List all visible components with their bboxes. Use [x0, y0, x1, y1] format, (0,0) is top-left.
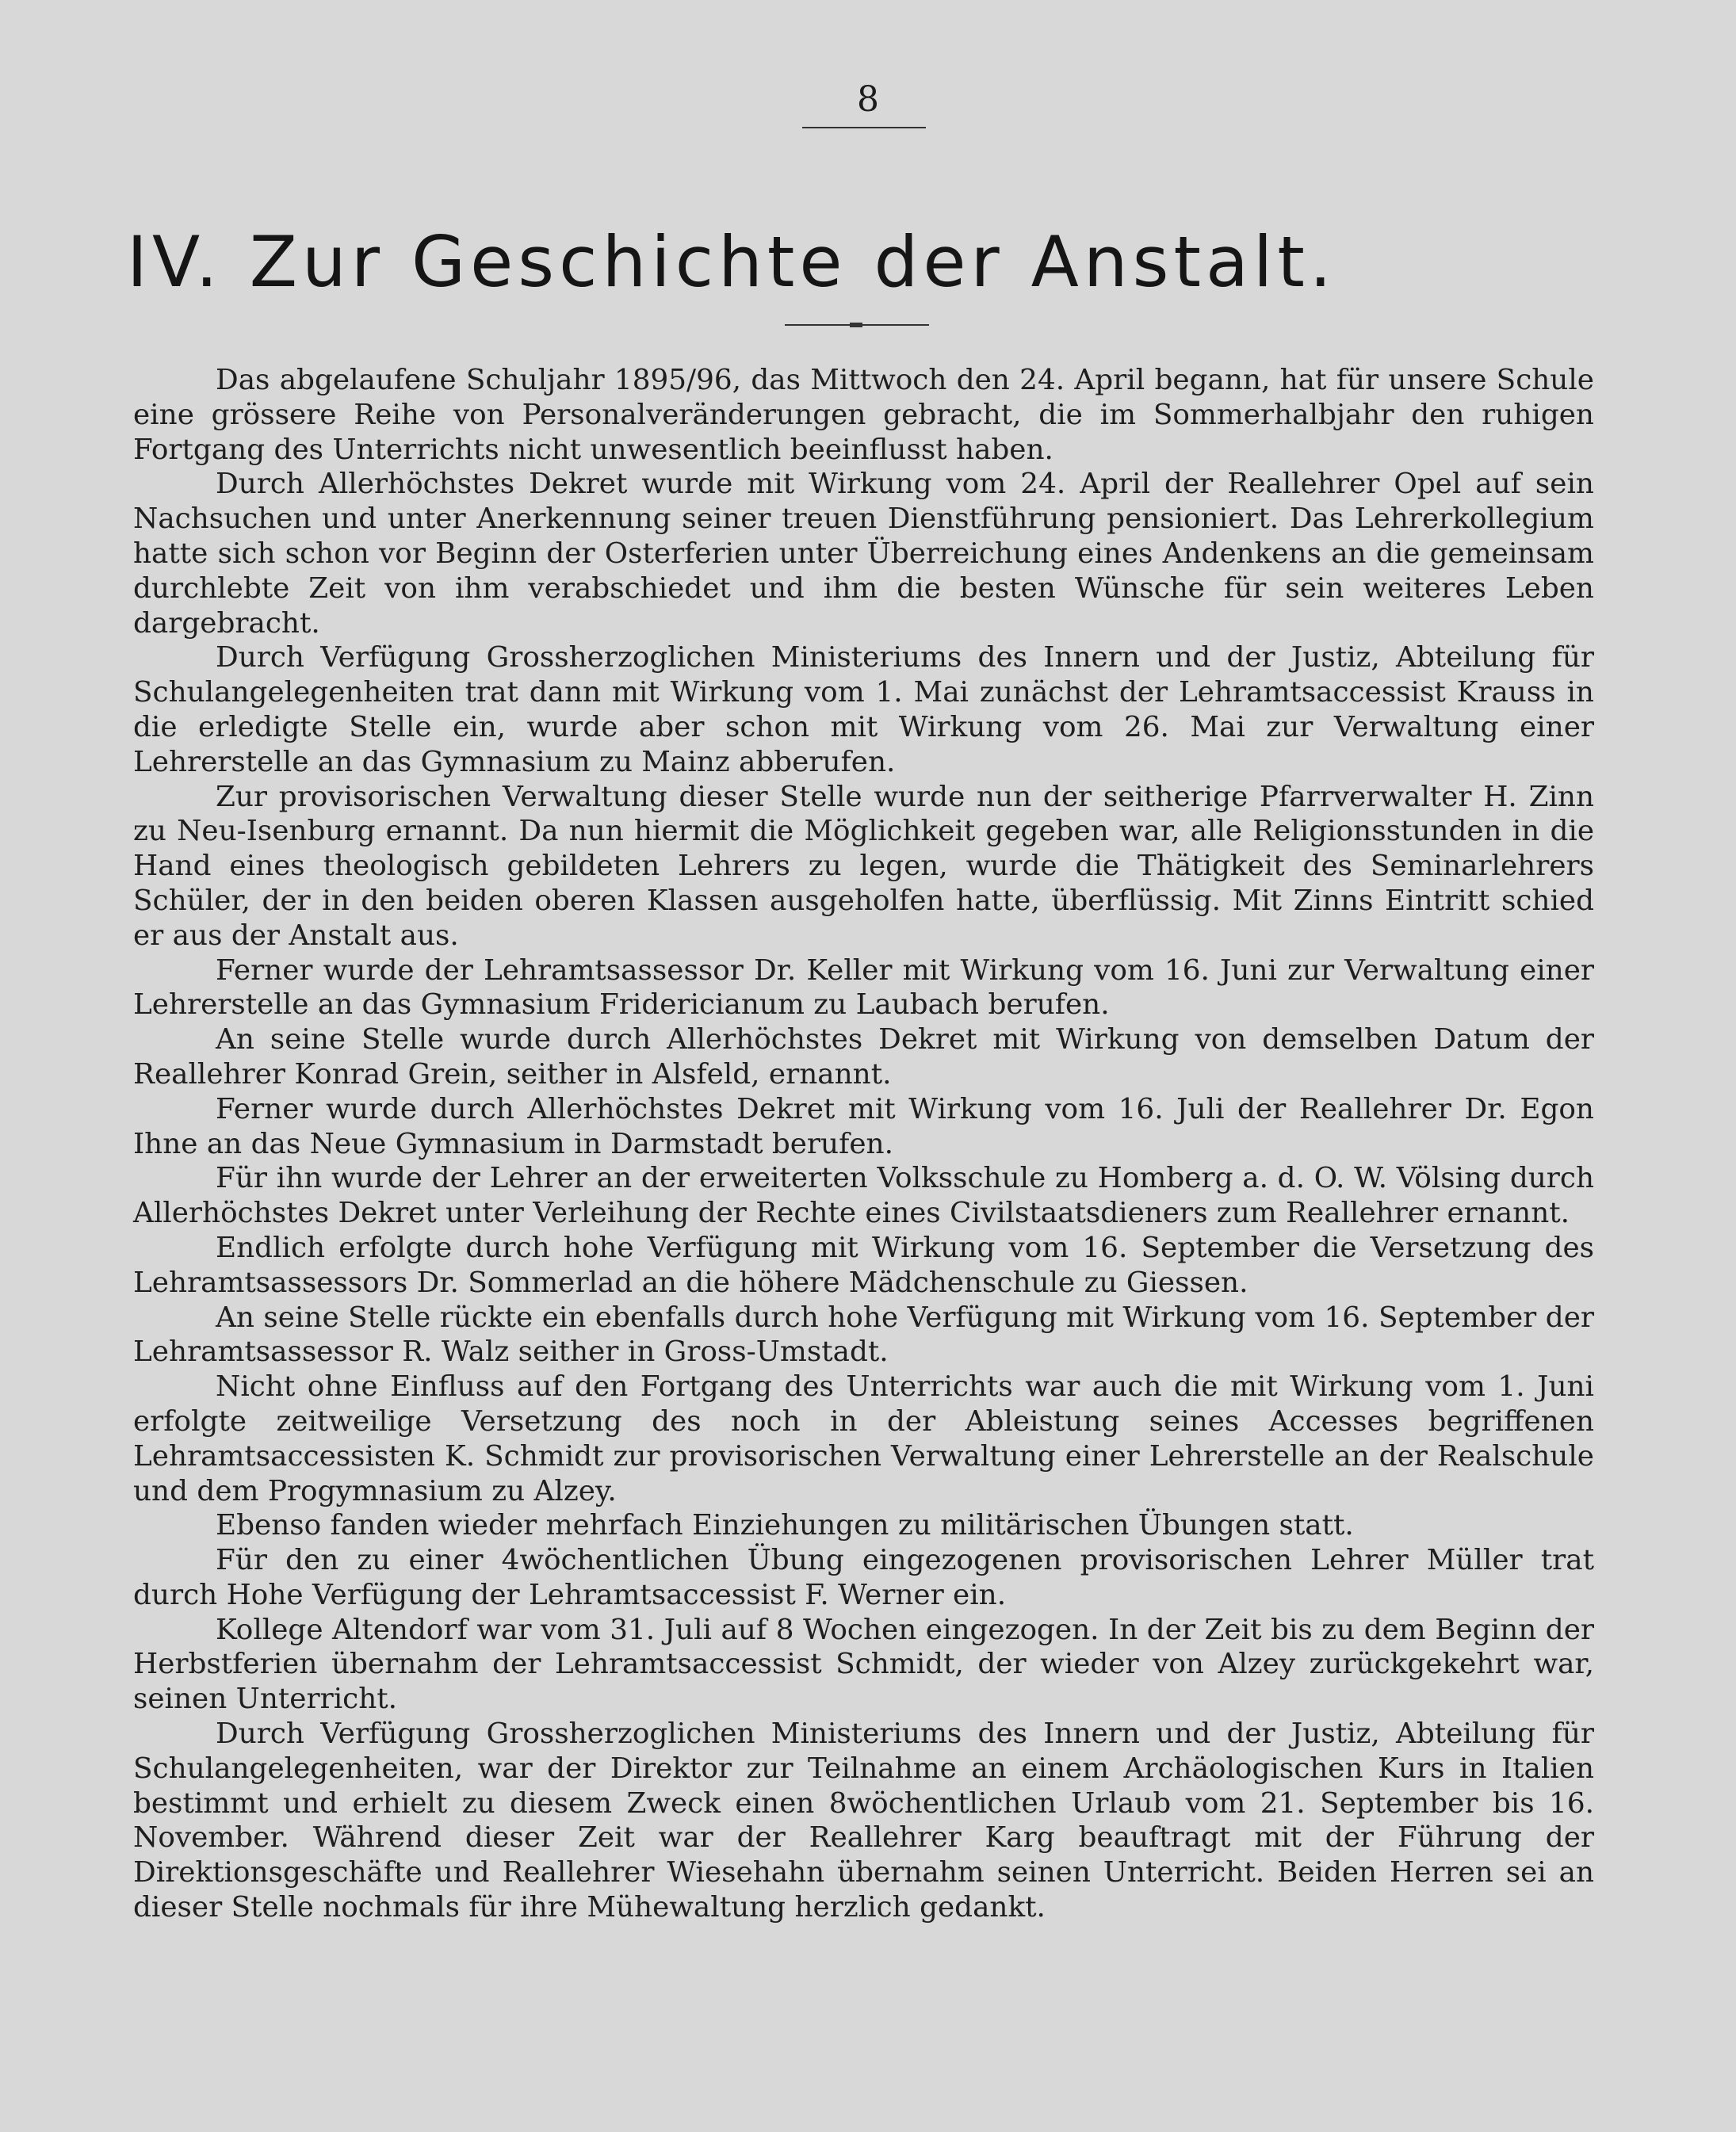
paragraph-werner: Für den zu einer 4wöchentlichen Übung eingezogenen provisorischen Lehrer Müller trat durch Hohe Verfügung der Lehramtsaccessist F. Werner ein.	[133, 1544, 1594, 1611]
page-number-rule	[802, 127, 926, 128]
title-rule-ornament	[850, 323, 862, 327]
paragraph-walz: An seine Stelle rückte ein ebenfalls durch hohe Verfügung mit Wirkung vom 16. September der Lehramtsassessor R. Walz seither in Gross-Umstadt.	[133, 1301, 1594, 1369]
paragraph-military-exercises: Ebenso fanden wieder mehrfach Einziehungen zu militärischen Übungen statt.	[216, 1509, 1354, 1542]
page-number: 8	[857, 79, 879, 120]
paragraph-schmidt: Nicht ohne Einfluss auf den Fortgang des Unterrichts war auch die mit Wirkung vom 1. Juni erfolgte zeitweilige Versetzung des noch in der Ableistung seines Accesses begriffenen Lehramtsaccessisten K. Schmidt zur provisorischen Verwaltung einer Lehrerstelle an der Realschule und dem Progymnasium zu Alzey.	[133, 1370, 1594, 1507]
body-text	[133, 363, 1594, 1925]
paragraph-keller: Ferner wurde der Lehramtsassessor Dr. Keller mit Wirkung vom 16. Juni zur Verwaltung einer Lehrerstelle an das Gymnasium Fridericianum zu Laubach berufen.	[133, 953, 1594, 1022]
paragraph-zinn: Zur provisorischen Verwaltung dieser Stelle wurde nun der seitherige Pfarrverwalter H. Zinn zu Neu-Isenburg ernannt. Da nun hiermit die Möglichkeit gegeben war, alle Religionsstunden in die Hand eines theologisch gebildeten Lehrers zu legen, wurde die Thätigkeit des Seminarlehrers Schüler, der in den beiden oberen Klassen ausgeholfen hatte, überflüssig. Mit Zinns Eintritt schied er aus der Anstalt aus.	[133, 780, 1594, 952]
chapter-title: IV. Zur Geschichte der Anstalt.	[127, 221, 1336, 303]
paragraph-voelsing: Für ihn wurde der Lehrer an der erweiterten Volksschule zu Homberg a. d. O. W. Völsing durch Allerhöchstes Dekret unter Verleihung der Rechte eines Civilstaatsdieners zum Reallehrer ernannt.	[133, 1162, 1594, 1230]
paragraph-school-year: Das abgelaufene Schuljahr 1895/96, das Mittwoch den 24. April begann, hat für unsere Schule eine grössere Reihe von Personalveränderungen gebracht, die im Sommerhalbjahr den ruhigen Fortgang des Unterrichts nicht unwesentlich beeinflusst haben.	[133, 364, 1594, 466]
paragraph-grein: An seine Stelle wurde durch Allerhöchstes Dekret mit Wirkung von demselben Datum der Reallehrer Konrad Grein, seither in Alsfeld, ernannt.	[133, 1023, 1594, 1091]
paragraph-director-leave: Durch Verfügung Grossherzoglichen Ministeriums des Innern und der Justiz, Abteilung für Schulangelegenheiten, war der Direktor zur Teilnahme an einem Archäologischen Kurs in Italien bestimmt und erhielt zu diesem Zweck einen 8wöchentlichen Urlaub vom 21. September bis 16. November. Während dieser Zeit war der Reallehrer Karg beauftragt mit der Führung der Direktionsgeschäfte und Reallehrer Wiesehahn übernahm seinen Unterricht. Beiden Herren sei an dieser Stelle nochmals für ihre Mühewaltung herzlich gedankt.	[133, 1717, 1594, 1924]
paragraph-opel-retirement: Durch Allerhöchstes Dekret wurde mit Wirkung vom 24. April der Reallehrer Opel auf sein Nachsuchen und unter Anerkennung seiner treuen Dienstführung pensioniert. Das Lehrerkollegium hatte sich schon vor Beginn der Osterferien unter Überreichung eines Andenkens an die gemeinsam durchlebte Zeit von ihm verabschiedet und ihm die besten Wünsche für sein weiteres Leben dargebracht.	[133, 468, 1594, 640]
paragraph-altendorf: Kollege Altendorf war vom 31. Juli auf 8 Wochen eingezogen. In der Zeit bis zu dem Beginn der Herbstferien übernahm der Lehramtsaccessist Schmidt, der wieder von Alzey zurückgekehrt war, seinen Unterricht.	[133, 1613, 1594, 1716]
paragraph-sommerlad: Endlich erfolgte durch hohe Verfügung mit Wirkung vom 16. September die Versetzung des Lehramtsassessors Dr. Sommerlad an die höhere Mädchenschule zu Giessen.	[133, 1231, 1594, 1299]
paragraph-ihne: Ferner wurde durch Allerhöchstes Dekret mit Wirkung vom 16. Juli der Reallehrer Dr. Egon Ihne an das Neue Gymnasium in Darmstadt berufen.	[133, 1092, 1594, 1160]
paragraph-krauss: Durch Verfügung Grossherzoglichen Ministeriums des Innern und der Justiz, Abteilung für Schulangelegenheiten trat dann mit Wirkung vom 1. Mai zunächst der Lehramtsaccessist Krauss in die erledigte Stelle ein, wurde aber schon mit Wirkung vom 26. Mai zur Verwaltung einer Lehrerstelle an das Gymnasium zu Mainz abberufen.	[133, 641, 1594, 778]
